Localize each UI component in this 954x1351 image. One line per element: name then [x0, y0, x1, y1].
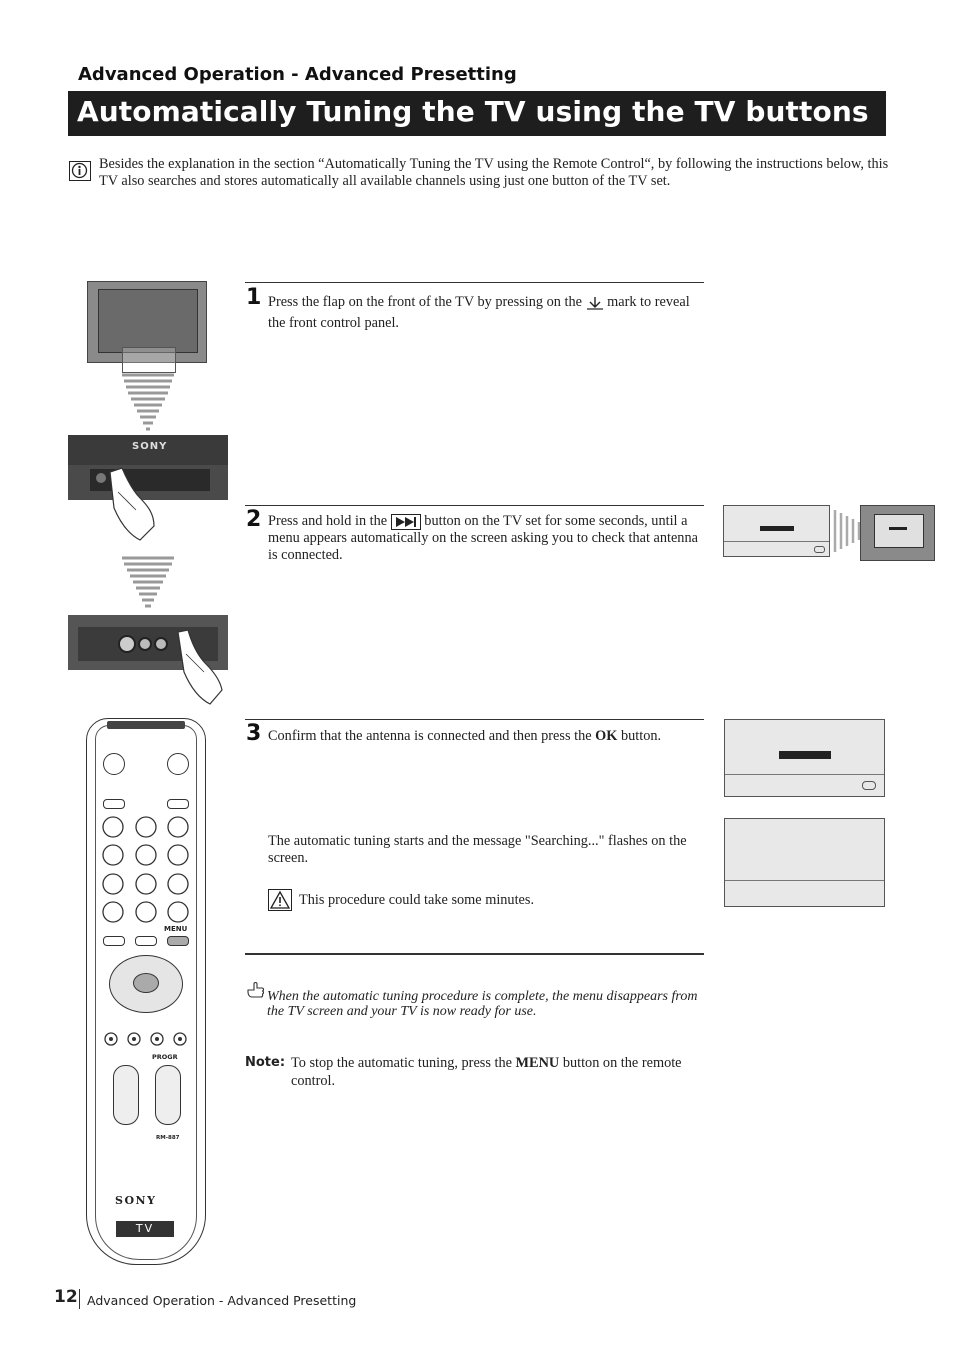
searching-text: The automatic tuning starts and the message "Searching..." flashes on the screen.: [268, 833, 687, 866]
step2-number: 2: [246, 507, 262, 532]
remote-progr-label: PROGR: [152, 1053, 178, 1061]
zoom-funnel-2: [122, 555, 174, 613]
navigation-pad: [109, 955, 183, 1013]
footer-section: Advanced Operation - Advanced Presetting: [87, 1293, 357, 1308]
remote-model-label: RM-887: [156, 1135, 180, 1141]
info-icon: [69, 161, 91, 181]
antenna-check-screen-small: [723, 505, 830, 557]
mute-icon: [103, 753, 125, 775]
flap-mark-icon: [586, 296, 604, 310]
page-title: Automatically Tuning the TV using the TV buttons: [77, 95, 869, 128]
auto-tune-button-icon: [391, 514, 421, 530]
antenna-check-screen: [724, 719, 885, 797]
step1-text: Press the flap on the front of the TV by pressing on the mark to reveal the front control panel.: [268, 294, 690, 331]
tip-text: When the automatic tuning procedure is complete, the menu disappears from the TV screen and your TV is now ready for use.: [267, 989, 698, 1019]
sony-logo: SONY: [132, 441, 168, 452]
remote-sony-logo: SONY: [115, 1194, 157, 1207]
zoom-funnel-1: [122, 372, 174, 434]
hand-pressing-button: [170, 628, 230, 706]
step2-text: Press and hold in the button on the TV set for some seconds, until a menu appears automatically on the screen asking you to check that antenna is connected.: [268, 513, 698, 563]
section-heading: Advanced Operation - Advanced Presetting: [78, 64, 517, 85]
searching-screen: [724, 818, 885, 907]
step3-number: 3: [246, 721, 262, 746]
step3-text: Confirm that the antenna is connected and then press the OK button.: [268, 728, 662, 744]
tip-rule: [245, 953, 704, 955]
remote-control-illustration: [86, 718, 206, 1265]
volume-rocker: [113, 1065, 139, 1125]
remote-ok-button: [133, 973, 159, 993]
warning-icon: [268, 889, 292, 911]
warning-text: This procedure could take some minutes.: [299, 892, 535, 908]
page-number: 12: [54, 1287, 78, 1307]
note-label: Note:: [245, 1055, 286, 1070]
step3-rule: [245, 719, 704, 720]
hint-hand-icon: [246, 980, 266, 1000]
flap-highlight: [122, 347, 176, 373]
remote-tv-label: TV: [116, 1221, 174, 1237]
program-rocker: [155, 1065, 181, 1125]
step2-rule: [245, 505, 704, 506]
power-icon: [167, 753, 189, 775]
remote-menu-label: MENU: [164, 925, 188, 933]
intro-text: Besides the explanation in the section “Automatically Tuning the TV using the Remote Control“, by following the instructions below, this TV also searches and stores automatically all available channels using just one button of the TV set.: [99, 156, 889, 189]
step1-number: 1: [246, 285, 262, 310]
note-text: To stop the automatic tuning, press the MENU button on the remote control.: [291, 1055, 682, 1089]
tv-with-menu-illustration: [860, 505, 935, 561]
step1-rule: [245, 282, 704, 283]
footer-divider: [79, 1289, 80, 1309]
number-keypad: [102, 816, 192, 936]
hand-pressing-flap: [100, 462, 160, 542]
title-bar: [68, 91, 886, 136]
